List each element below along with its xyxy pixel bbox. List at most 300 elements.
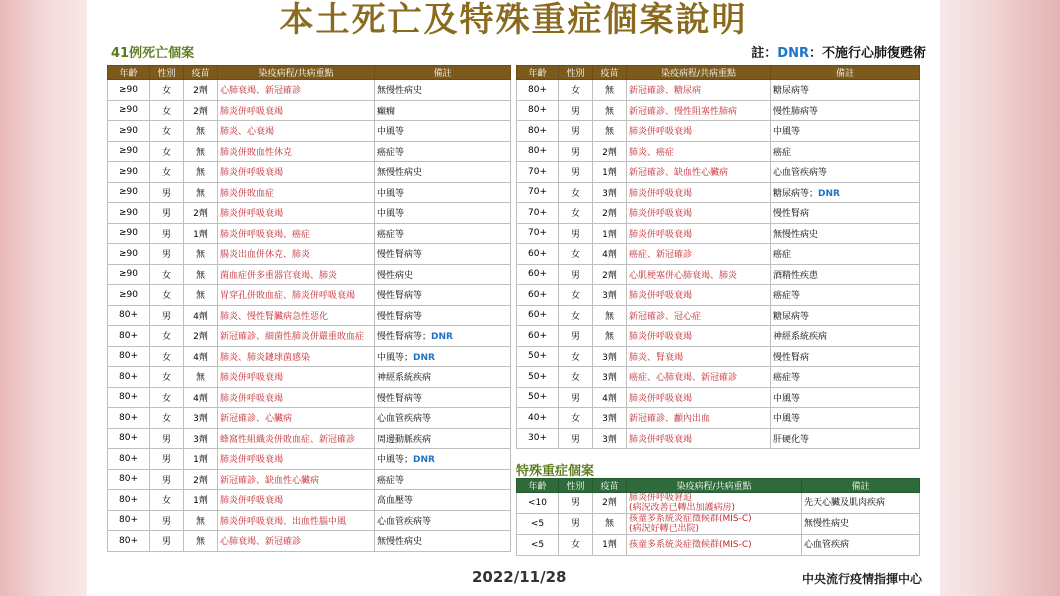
- remarks-cell: [375, 469, 511, 490]
- course-cell: 新冠確診、顱內出血: [627, 408, 771, 429]
- course-cell: 癌症、心肺衰竭、新冠確診: [627, 367, 771, 388]
- table-row: [108, 531, 511, 552]
- remarks-text: 無慢性病史: [377, 168, 423, 179]
- remarks-text: 慢性腎病等: [377, 250, 423, 261]
- table-header: [517, 479, 920, 493]
- remarks-cell: [375, 203, 511, 224]
- table-row: [108, 223, 511, 244]
- vaccine-cell: 無: [593, 100, 627, 121]
- course-status: (病況好轉已出院): [629, 524, 700, 534]
- remarks-text: 癌症等: [773, 291, 801, 302]
- col-course: 染疫病程/共病重點: [218, 66, 375, 80]
- age-cell: 70+: [517, 223, 559, 244]
- age-cell: 80+: [108, 346, 150, 367]
- remarks-cell: [375, 223, 511, 244]
- age-cell: 80+: [108, 469, 150, 490]
- col-course: 染疫病程/共病重點: [627, 479, 802, 493]
- table-row: [108, 285, 511, 306]
- background-strip-right: [940, 0, 1060, 596]
- sex-cell: 男: [559, 121, 593, 142]
- age-cell: ≥90: [108, 141, 150, 162]
- table-row: [108, 449, 511, 470]
- sex-cell: 女: [150, 326, 184, 347]
- sex-cell: 女: [150, 285, 184, 306]
- course-cell: [627, 535, 802, 556]
- age-cell: 80+: [108, 449, 150, 470]
- remarks-text: 心血管疾病等: [377, 516, 432, 527]
- sex-cell: 女: [150, 408, 184, 429]
- vaccine-cell: 2劑: [593, 493, 627, 514]
- course-cell: 新冠確診、慢性阻塞性肺病: [627, 100, 771, 121]
- remarks-cell: [375, 408, 511, 429]
- vaccine-cell: 2劑: [593, 264, 627, 285]
- course-cell: 肺炎、肺炎鏈球菌感染: [218, 346, 375, 367]
- sex-cell: 男: [559, 326, 593, 347]
- age-cell: ≥90: [108, 121, 150, 142]
- course-cell: 肺炎併呼吸衰竭: [218, 203, 375, 224]
- age-cell: 40+: [517, 408, 559, 429]
- table-row: [517, 264, 920, 285]
- vaccine-cell: 2劑: [184, 100, 218, 121]
- course-cell: 肺炎、癌症: [627, 141, 771, 162]
- vaccine-cell: 3劑: [184, 428, 218, 449]
- sex-cell: 女: [559, 182, 593, 203]
- age-cell: 60+: [517, 264, 559, 285]
- course-cell: 新冠確診、細菌性肺炎併嚴重敗血症: [218, 326, 375, 347]
- vaccine-cell: 無: [593, 80, 627, 101]
- course-cell: 肺炎併呼吸衰竭: [218, 449, 375, 470]
- vaccine-cell: 3劑: [593, 428, 627, 449]
- remarks-cell: [771, 141, 920, 162]
- sex-cell: 女: [150, 100, 184, 121]
- dnr-flag: DNR: [413, 352, 435, 363]
- remarks-cell: [375, 182, 511, 203]
- table-row: [108, 305, 511, 326]
- course-status: (病況改善已轉出加護病房): [629, 503, 736, 513]
- remarks-text: 周邊動脈疾病: [377, 434, 432, 445]
- sex-cell: 女: [150, 264, 184, 285]
- sex-cell: 女: [559, 535, 593, 556]
- sex-cell: 女: [559, 408, 593, 429]
- remarks-cell: [771, 408, 920, 429]
- table-row: [517, 326, 920, 347]
- course-cell: 肺炎併呼吸衰竭: [627, 428, 771, 449]
- course-cell: 新冠確診、糖尿病: [627, 80, 771, 101]
- sex-cell: 女: [559, 346, 593, 367]
- deaths-table-right: [516, 65, 920, 449]
- remarks-text: 中風等: [377, 127, 405, 138]
- course-cell: 肺炎併呼吸衰竭、出血性腦中風: [218, 510, 375, 531]
- vaccine-cell: 2劑: [593, 203, 627, 224]
- sex-cell: 男: [150, 510, 184, 531]
- table-row: [108, 428, 511, 449]
- vaccine-cell: 3劑: [593, 367, 627, 388]
- course-cell: 癌症、新冠確診: [627, 244, 771, 265]
- vaccine-cell: 無: [184, 121, 218, 142]
- sex-cell: 男: [559, 264, 593, 285]
- remarks-cell: [375, 367, 511, 388]
- course-cell: 肺炎、心衰竭: [218, 121, 375, 142]
- remarks-cell: [375, 285, 511, 306]
- table-row: [108, 162, 511, 183]
- vaccine-cell: 無: [593, 514, 627, 535]
- vaccine-cell: 2劑: [184, 469, 218, 490]
- special-cases-table: [516, 478, 920, 556]
- col-course: 染疫病程/共病重點: [627, 66, 771, 80]
- remarks-cell: [375, 244, 511, 265]
- col-remarks: 備註: [802, 479, 920, 493]
- table-row: [108, 326, 511, 347]
- course-cell: 新冠確診、冠心症: [627, 305, 771, 326]
- remarks-text: 中風等: [773, 127, 801, 138]
- remarks-text: 癌症等: [773, 373, 801, 384]
- vaccine-cell: 無: [184, 162, 218, 183]
- remarks-text: 癌症等: [377, 147, 405, 158]
- remarks-text: 癌症: [773, 147, 792, 158]
- sex-cell: 男: [150, 449, 184, 470]
- remarks-text: 神經系統疾病: [773, 332, 828, 343]
- sex-cell: 男: [559, 428, 593, 449]
- remarks-cell: [375, 80, 511, 101]
- age-cell: 80+: [108, 428, 150, 449]
- age-cell: 80+: [517, 100, 559, 121]
- remarks-text: 無慢性病史: [773, 229, 819, 240]
- col-sex: 性別: [559, 66, 593, 80]
- table-row: [108, 510, 511, 531]
- remarks-text: 心血管疾病等: [773, 168, 828, 179]
- remarks-cell: [375, 428, 511, 449]
- remarks-cell: [375, 162, 511, 183]
- deaths-heading: 41例死亡個案: [111, 46, 195, 61]
- sex-cell: 男: [559, 141, 593, 162]
- age-cell: ≥90: [108, 244, 150, 265]
- vaccine-cell: 無: [184, 285, 218, 306]
- table-row: [517, 141, 920, 162]
- vaccine-cell: 1劑: [593, 535, 627, 556]
- remarks-cell: [375, 141, 511, 162]
- remarks-text: 癌症等: [377, 229, 405, 240]
- sex-cell: 男: [559, 387, 593, 408]
- table-row: [108, 387, 511, 408]
- vaccine-cell: 無: [184, 182, 218, 203]
- age-cell: 80+: [108, 408, 150, 429]
- remarks-cell: [771, 80, 920, 101]
- age-cell: 50+: [517, 346, 559, 367]
- vaccine-cell: 2劑: [184, 326, 218, 347]
- age-cell: 80+: [108, 510, 150, 531]
- course-cell: 肺炎併呼吸衰竭、癌症: [218, 223, 375, 244]
- age-cell: 70+: [517, 162, 559, 183]
- table-row: [517, 367, 920, 388]
- course-cell: 肺炎併呼吸衰竭: [627, 387, 771, 408]
- dnr-flag: DNR: [818, 188, 840, 199]
- remarks-text: 酒精性疾患: [773, 270, 819, 281]
- sex-cell: 男: [559, 162, 593, 183]
- remarks-cell: [771, 346, 920, 367]
- sex-cell: 男: [150, 203, 184, 224]
- sex-cell: 男: [559, 514, 593, 535]
- age-cell: ≥90: [108, 285, 150, 306]
- table-row: [517, 305, 920, 326]
- age-cell: ≥90: [108, 182, 150, 203]
- vaccine-cell: 無: [593, 305, 627, 326]
- table-row: [517, 182, 920, 203]
- course-cell: 心肺衰竭、新冠確診: [218, 80, 375, 101]
- sex-cell: 男: [150, 469, 184, 490]
- slide: [87, 0, 940, 596]
- col-age: 年齡: [517, 66, 559, 80]
- course-line: 孩童多系統炎症徵候群(MIS-C): [629, 540, 752, 550]
- remarks-cell: 無慢性病史: [802, 514, 920, 535]
- remarks-cell: [375, 305, 511, 326]
- remarks-text: 無慢性病史: [377, 537, 423, 548]
- course-cell: 肺炎、慢性腎臟病急性惡化: [218, 305, 375, 326]
- sex-cell: 女: [559, 285, 593, 306]
- col-vaccine: 疫苗: [593, 479, 627, 493]
- remarks-text: 慢性腎病等: [377, 393, 423, 404]
- remarks-text: 中風等；: [377, 455, 414, 466]
- age-cell: 80+: [108, 305, 150, 326]
- remarks-cell: [771, 387, 920, 408]
- course-cell: 心肌梗塞併心肺衰竭、肺炎: [627, 264, 771, 285]
- table-header: [517, 66, 920, 80]
- vaccine-cell: 1劑: [184, 490, 218, 511]
- course-cell: 新冠確診、缺血性心臟病: [627, 162, 771, 183]
- table-row: [517, 408, 920, 429]
- remarks-cell: [375, 531, 511, 552]
- age-cell: 70+: [517, 182, 559, 203]
- table-row: [108, 469, 511, 490]
- sex-cell: 女: [150, 490, 184, 511]
- table-row: [108, 244, 511, 265]
- remarks-cell: [375, 449, 511, 470]
- age-cell: 60+: [517, 244, 559, 265]
- age-cell: 80+: [108, 531, 150, 552]
- date: 2022/11/28: [472, 568, 567, 586]
- age-cell: 80+: [108, 326, 150, 347]
- remarks-text: 神經系統疾病: [377, 373, 432, 384]
- vaccine-cell: 1劑: [184, 449, 218, 470]
- vaccine-cell: 3劑: [593, 285, 627, 306]
- sex-cell: 女: [150, 387, 184, 408]
- remarks-cell: [771, 367, 920, 388]
- remarks-text: 糖尿病等: [773, 311, 810, 322]
- remarks-text: 肝硬化等: [773, 434, 810, 445]
- background-strip-left: [0, 0, 87, 596]
- remarks-cell: [771, 121, 920, 142]
- course-cell: 肺炎併敗血性休克: [218, 141, 375, 162]
- course-cell: 胃穿孔併敗血症、肺炎併呼吸衰竭: [218, 285, 375, 306]
- table-row: [108, 80, 511, 101]
- course-cell: 肺炎併呼吸衰竭: [218, 387, 375, 408]
- table-row: [108, 346, 511, 367]
- col-age: 年齡: [108, 66, 150, 80]
- table-row: [517, 100, 920, 121]
- vaccine-cell: 無: [593, 121, 627, 142]
- course-cell: 新冠確診、缺血性心臟病: [218, 469, 375, 490]
- remarks-text: 中風等: [773, 393, 801, 404]
- course-cell: 菌血症併多重器官衰竭、肺炎: [218, 264, 375, 285]
- vaccine-cell: 無: [184, 510, 218, 531]
- remarks-cell: [771, 203, 920, 224]
- table-row: [108, 367, 511, 388]
- remarks-text: 中風等；: [377, 352, 414, 363]
- col-age: 年齡: [517, 479, 559, 493]
- remarks-cell: [771, 244, 920, 265]
- remarks-text: 癌症等: [377, 475, 405, 486]
- remarks-cell: [375, 387, 511, 408]
- remarks-cell: [375, 121, 511, 142]
- vaccine-cell: 1劑: [593, 162, 627, 183]
- vaccine-cell: 無: [184, 264, 218, 285]
- remarks-cell: [771, 223, 920, 244]
- remarks-cell: [771, 305, 920, 326]
- age-cell: 60+: [517, 305, 559, 326]
- course-cell: 肺炎併呼吸衰竭: [627, 326, 771, 347]
- remarks-text: 心血管疾病等: [377, 414, 432, 425]
- remarks-text: 中風等: [773, 414, 801, 425]
- age-cell: 50+: [517, 387, 559, 408]
- vaccine-cell: 4劑: [593, 387, 627, 408]
- remarks-text: 癌症: [773, 250, 792, 261]
- vaccine-cell: 2劑: [593, 141, 627, 162]
- col-sex: 性別: [559, 479, 593, 493]
- remarks-text: 糖尿病等；: [773, 188, 819, 199]
- sex-cell: 男: [150, 244, 184, 265]
- vaccine-cell: 1劑: [593, 223, 627, 244]
- deaths-table-left: [107, 65, 511, 552]
- table-row: [517, 285, 920, 306]
- remarks-text: 慢性病史: [377, 270, 414, 281]
- vaccine-cell: 4劑: [184, 305, 218, 326]
- course-cell: [627, 514, 802, 535]
- age-cell: 80+: [517, 80, 559, 101]
- vaccine-cell: 3劑: [184, 408, 218, 429]
- remarks-cell: [771, 428, 920, 449]
- remarks-text: 慢性腎病等；: [377, 332, 432, 343]
- age-cell: ≥90: [108, 264, 150, 285]
- age-cell: ≥90: [108, 223, 150, 244]
- vaccine-cell: 無: [184, 531, 218, 552]
- remarks-cell: 先天心臟及肌肉疾病: [802, 493, 920, 514]
- table-row: [108, 264, 511, 285]
- remarks-text: 糖尿病等: [773, 86, 810, 97]
- slide-title: 本土死亡及特殊重症個案說明: [279, 0, 748, 40]
- table-row: [517, 346, 920, 367]
- age-cell: 30+: [517, 428, 559, 449]
- age-cell: ≥90: [108, 203, 150, 224]
- col-vaccine: 疫苗: [184, 66, 218, 80]
- remarks-text: 慢性腎病等: [377, 291, 423, 302]
- sex-cell: 女: [559, 203, 593, 224]
- vaccine-cell: 3劑: [593, 346, 627, 367]
- table-row: [517, 203, 920, 224]
- dnr-note: 註：DNR：不施行心肺復甦術: [751, 46, 926, 61]
- course-cell: 心肺衰竭、新冠確診: [218, 531, 375, 552]
- course-cell: [627, 493, 802, 514]
- course-cell: 肺炎併呼吸衰竭: [627, 223, 771, 244]
- sex-cell: 女: [150, 121, 184, 142]
- dnr-flag: DNR: [413, 455, 435, 466]
- course-cell: 新冠確診、心臟病: [218, 408, 375, 429]
- vaccine-cell: 無: [184, 244, 218, 265]
- vaccine-cell: 3劑: [593, 408, 627, 429]
- course-cell: 肺炎、腎衰竭: [627, 346, 771, 367]
- remarks-text: 中風等: [377, 188, 405, 199]
- remarks-cell: [771, 264, 920, 285]
- sex-cell: 男: [559, 493, 593, 514]
- remarks-cell: [375, 510, 511, 531]
- remarks-cell: 心血管疾病: [802, 535, 920, 556]
- course-cell: 肺炎併呼吸衰竭: [627, 203, 771, 224]
- remarks-cell: [771, 100, 920, 121]
- sex-cell: 男: [150, 531, 184, 552]
- table-row: [108, 203, 511, 224]
- remarks-cell: [771, 285, 920, 306]
- age-cell: 80+: [108, 367, 150, 388]
- table-row: [108, 182, 511, 203]
- remarks-text: 慢性肺病等: [773, 106, 819, 117]
- sex-cell: 女: [150, 80, 184, 101]
- course-line: 肺炎併呼吸窘迫: [629, 493, 693, 503]
- age-cell: <5: [517, 514, 559, 535]
- table-row: [517, 387, 920, 408]
- remarks-cell: [375, 326, 511, 347]
- sex-cell: 女: [150, 346, 184, 367]
- remarks-cell: [375, 264, 511, 285]
- col-remarks: 備註: [375, 66, 511, 80]
- remarks-text: 慢性腎病等: [377, 311, 423, 322]
- table-row: [108, 121, 511, 142]
- course-cell: 肺炎併呼吸衰竭: [627, 285, 771, 306]
- remarks-cell: [375, 490, 511, 511]
- col-sex: 性別: [150, 66, 184, 80]
- age-cell: 50+: [517, 367, 559, 388]
- vaccine-cell: 無: [184, 141, 218, 162]
- table-row: [517, 244, 920, 265]
- age-cell: 70+: [517, 203, 559, 224]
- vaccine-cell: 無: [593, 326, 627, 347]
- sex-cell: 女: [559, 80, 593, 101]
- age-cell: <5: [517, 535, 559, 556]
- remarks-cell: [771, 326, 920, 347]
- remarks-text: 癲癇: [377, 106, 396, 117]
- age-cell: 80+: [517, 121, 559, 142]
- vaccine-cell: 2劑: [184, 203, 218, 224]
- remarks-text: 無慢性病史: [377, 86, 423, 97]
- remarks-text: 中風等: [377, 209, 405, 220]
- age-cell: 60+: [517, 326, 559, 347]
- course-cell: 肺炎併敗血症: [218, 182, 375, 203]
- vaccine-cell: 4劑: [184, 387, 218, 408]
- remarks-cell: [375, 100, 511, 121]
- course-cell: 肺炎併呼吸衰竭: [218, 367, 375, 388]
- age-cell: ≥90: [108, 100, 150, 121]
- sex-cell: 女: [559, 244, 593, 265]
- table-row: [108, 408, 511, 429]
- course-cell: 肺炎併呼吸衰竭: [627, 182, 771, 203]
- sex-cell: 女: [559, 305, 593, 326]
- age-cell: ≥90: [108, 162, 150, 183]
- age-cell: 80+: [517, 141, 559, 162]
- table-row: [517, 223, 920, 244]
- age-cell: 80+: [108, 387, 150, 408]
- remarks-text: 慢性腎病: [773, 352, 810, 363]
- sex-cell: 男: [150, 428, 184, 449]
- course-cell: 肺炎併呼吸衰竭: [218, 100, 375, 121]
- course-line: 孩童多系統炎症徵候群(MIS-C): [629, 514, 752, 524]
- sex-cell: 男: [150, 223, 184, 244]
